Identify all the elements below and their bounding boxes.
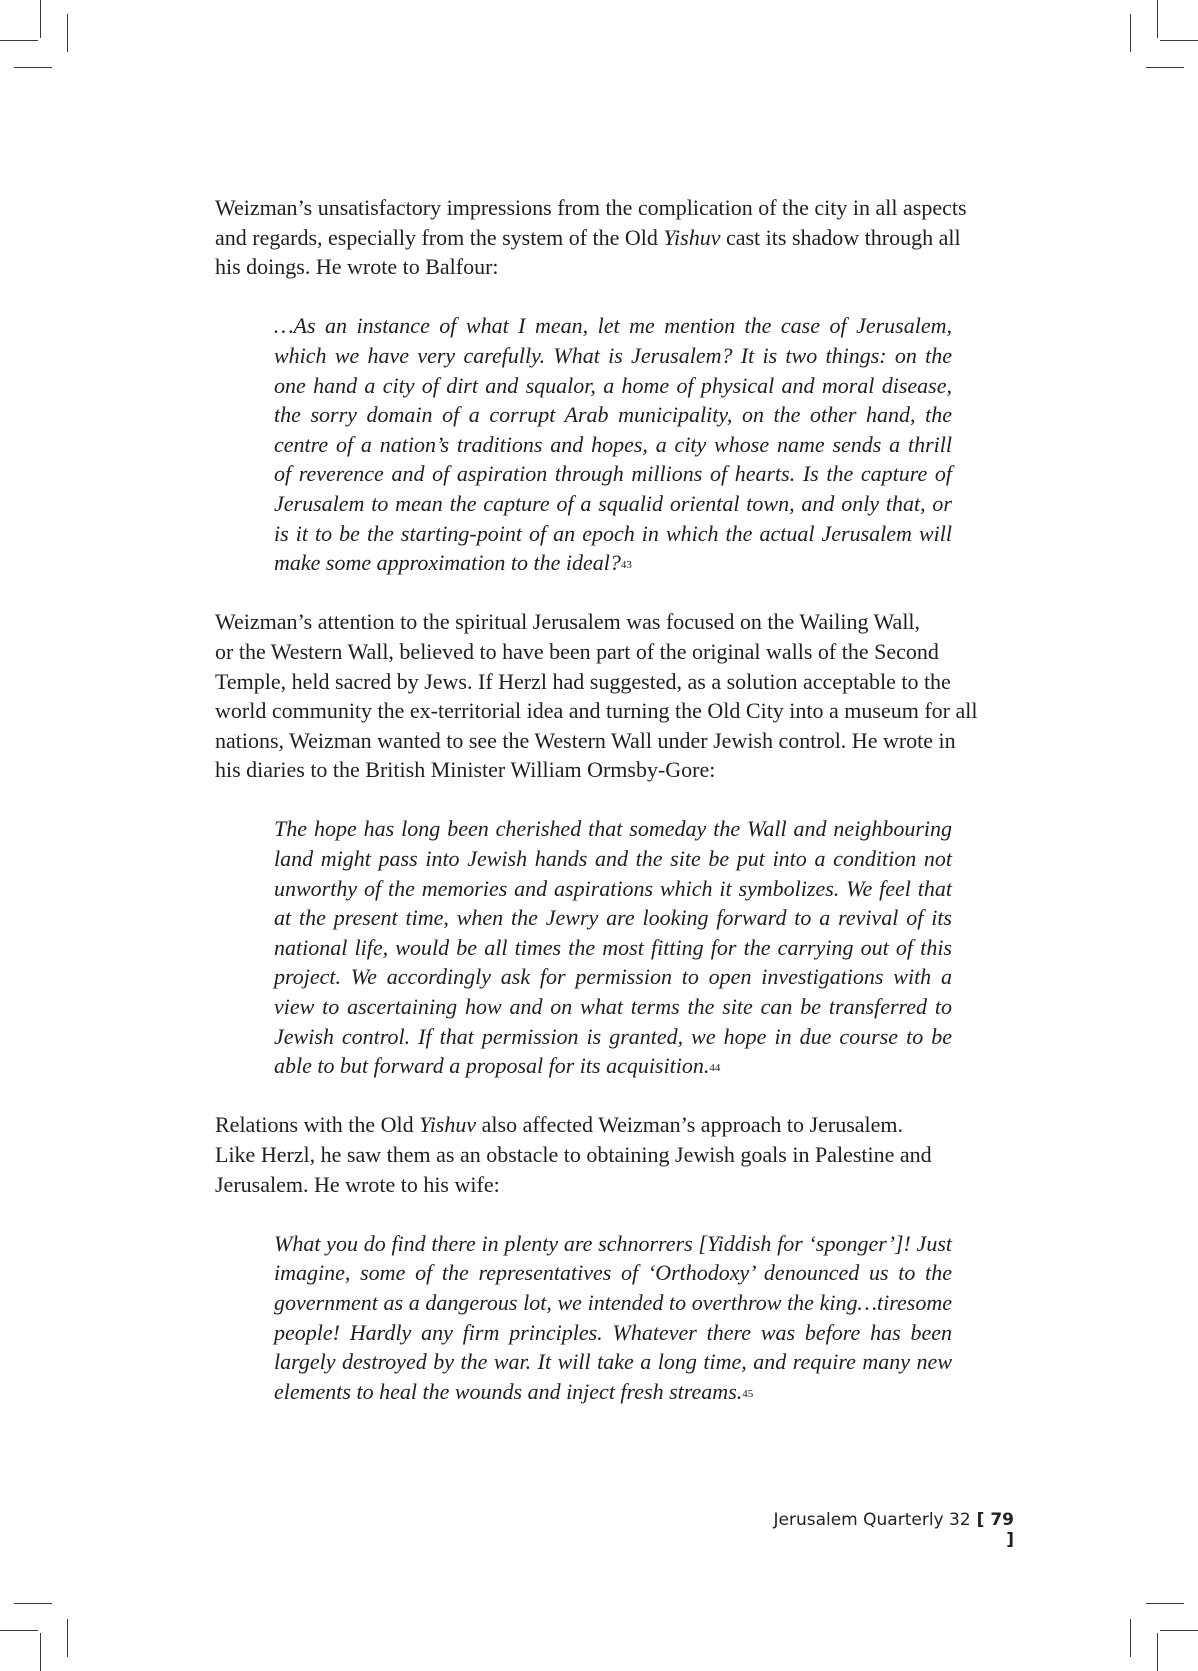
quote-line: project. We accordingly ask for permission to open investigations with a bbox=[274, 964, 952, 990]
text-line: and regards, especially from the system of the Old bbox=[215, 224, 664, 250]
quote-line: government as a dangerous lot, we intended to overthrow the king…tiresome bbox=[274, 1289, 952, 1315]
quote-line: land might pass into Jewish hands and the site be put into a condition not bbox=[274, 846, 952, 872]
text-line: world community the ex-territorial idea and turning the Old City into a museum for all bbox=[215, 698, 978, 724]
journal-name: Jerusalem Quarterly 32 bbox=[773, 1510, 971, 1530]
crop-mark bbox=[1157, 1633, 1158, 1671]
quote-line: unworthy of the memories and aspirations which it symbolizes. We feel that bbox=[274, 875, 952, 901]
quote-line: …As an instance of what I mean, let me mention the case of Jerusalem, bbox=[274, 313, 952, 339]
paragraph-3 bbox=[215, 1110, 1010, 1199]
crop-mark bbox=[0, 40, 38, 41]
quote-line: largely destroyed by the war. It will take a long time, and require many new bbox=[274, 1349, 952, 1375]
crop-mark bbox=[1146, 1603, 1184, 1604]
quote-line: the sorry domain of a corrupt Arab municipality, on the other hand, the bbox=[274, 402, 952, 428]
quote-text: able to but forward a proposal for its acquisition. bbox=[274, 1053, 710, 1079]
quote-text: make some approximation to the ideal? bbox=[274, 550, 621, 576]
text-line: or the Western Wall, believed to have been part of the original walls of the Second bbox=[215, 638, 939, 664]
quote-line: Jewish control. If that permission is granted, we hope in due course to be bbox=[274, 1023, 952, 1049]
quote-line: people! Hardly any firm principles. Whatever there was before has been bbox=[274, 1319, 952, 1345]
quote-line: at the present time, when the Jewry are looking forward to a revival of its bbox=[274, 905, 952, 931]
crop-mark bbox=[1160, 1630, 1198, 1631]
block-quote-2 bbox=[274, 814, 952, 1080]
crop-mark bbox=[14, 67, 52, 68]
quote-line: Jerusalem to mean the capture of a squalid oriental town, and only that, or bbox=[274, 490, 952, 516]
article-body bbox=[215, 193, 1010, 1406]
text-line: Relations with the Old bbox=[215, 1112, 420, 1138]
page-footer bbox=[760, 1510, 1014, 1550]
crop-mark bbox=[1146, 67, 1184, 68]
crop-mark bbox=[1130, 14, 1131, 52]
text-line: Like Herzl, he saw them as an obstacle to obtaining Jewish goals in Palestine and bbox=[215, 1142, 932, 1167]
text-line: nations, Weizman wanted to see the Western Wall under Jewish control. He wrote in bbox=[215, 727, 956, 753]
quote-line bbox=[274, 548, 952, 578]
crop-mark bbox=[1160, 40, 1198, 41]
crop-mark bbox=[0, 1630, 38, 1631]
quote-line bbox=[274, 1051, 952, 1081]
emphasis: Yishuv bbox=[663, 224, 721, 250]
page-number: [ 79 ] bbox=[976, 1510, 1014, 1550]
crop-mark bbox=[40, 0, 41, 38]
crop-mark bbox=[1130, 1619, 1131, 1657]
crop-mark bbox=[67, 1619, 68, 1657]
quote-line: What you do find there in plenty are schnorrers [Yiddish for ‘sponger’]! Just bbox=[274, 1230, 952, 1256]
text-line: cast its shadow through all bbox=[720, 224, 961, 250]
text-line: Jerusalem. He wrote to his wife: bbox=[215, 1171, 500, 1197]
emphasis: Yishuv bbox=[419, 1112, 477, 1138]
footnote-ref[interactable]: 43 bbox=[620, 559, 632, 572]
quote-line: view to ascertaining how and on what terms the site can be transferred to bbox=[274, 994, 952, 1020]
crop-mark bbox=[14, 1603, 52, 1604]
text-line: his doings. He wrote to Balfour: bbox=[215, 254, 499, 280]
quote-line: centre of a nation’s traditions and hopes, a city whose name sends a thrill bbox=[274, 431, 952, 457]
paragraph-2 bbox=[215, 607, 1010, 785]
quote-line: is it to be the starting-point of an epoch in which the actual Jerusalem will bbox=[274, 520, 952, 546]
footnote-ref[interactable]: 44 bbox=[709, 1062, 721, 1075]
quote-text: elements to heal the wounds and inject fresh streams. bbox=[274, 1378, 743, 1404]
quote-line: imagine, some of the representatives of ‘Orthodoxy’ denounced us to the bbox=[274, 1260, 952, 1286]
crop-mark bbox=[1157, 0, 1158, 38]
text-line: also affected Weizman’s approach to Jerusalem. bbox=[476, 1112, 904, 1138]
text-line: Weizman’s attention to the spiritual Jerusalem was focused on the Wailing Wall, bbox=[215, 609, 921, 635]
text-line: Weizman’s unsatisfactory impressions from the complication of the city in all aspects bbox=[215, 195, 967, 220]
paragraph-1 bbox=[215, 193, 1010, 282]
footnote-ref[interactable]: 45 bbox=[742, 1387, 754, 1400]
quote-line bbox=[274, 1377, 952, 1407]
crop-mark bbox=[67, 14, 68, 52]
text-line: Temple, held sacred by Jews. If Herzl had suggested, as a solution acceptable to the bbox=[215, 668, 951, 694]
block-quote-3 bbox=[274, 1229, 952, 1407]
text-line: his diaries to the British Minister William Ormsby-Gore: bbox=[215, 757, 716, 783]
crop-mark bbox=[40, 1633, 41, 1671]
quote-line: The hope has long been cherished that someday the Wall and neighbouring bbox=[274, 816, 952, 842]
quote-line: which we have very carefully. What is Jerusalem? It is two things: on the bbox=[274, 342, 952, 368]
quote-line: one hand a city of dirt and squalor, a home of physical and moral disease, bbox=[274, 372, 952, 398]
block-quote-1 bbox=[274, 311, 952, 577]
quote-line: of reverence and of aspiration through millions of hearts. Is the capture of bbox=[274, 461, 952, 487]
quote-line: national life, would be all times the most fitting for the carrying out of this bbox=[274, 934, 952, 960]
